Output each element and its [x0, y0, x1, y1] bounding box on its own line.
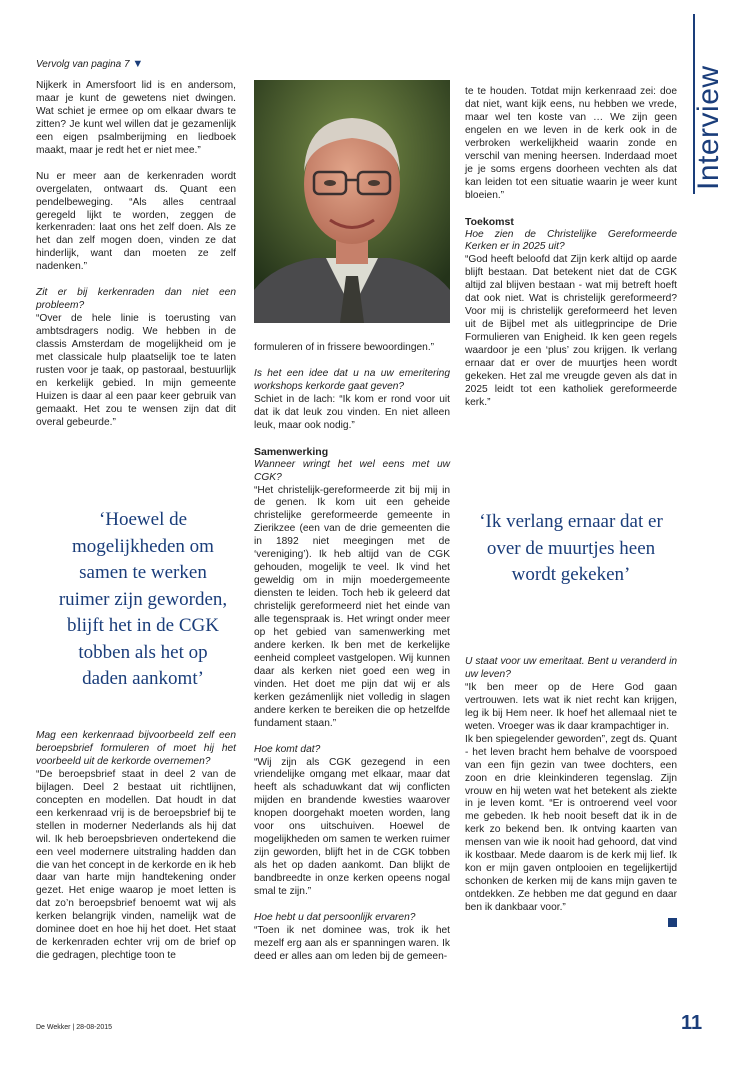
page-number: 11 — [681, 1012, 703, 1034]
end-square-icon — [668, 918, 677, 927]
down-triangle-icon: ▼ — [132, 58, 144, 70]
interview-question: Hoe hebt u dat persoonlijk ervaren? — [254, 911, 416, 923]
column-3-bottom — [465, 656, 677, 932]
paragraph: Nijkerk in Amersfoort lid is en andersom, maar je kunt de gewetens niet dwingen. Wat schiet je ermee op om elkaar dwars te zitten? Je kunt wel willen dat je gezamenlijk een eigen psalmberijming en liedboek maakt, maar je redt het er niet mee.” — [36, 80, 236, 156]
paragraph: Nu er meer aan de kerkenraden wordt overgelaten, ontwaart ds. Quant een pendelbeweging. “Als alles centraal geregeld lijkt te worden, zeggen de kerkenraden: laat ons het zelf doen. Als ze het dan zelf mogen doen, vinden ze dat hinderlijk, want dan moeten ze zelf nadenken.” — [36, 170, 236, 273]
paragraph: formuleren of in frissere bewoordingen.” — [254, 342, 435, 353]
paragraph: “Het christelijk-gereformeerde zit bij mij in de genen. Ik kom uit een geheide christelijke gereformeerde gemeente in Zierikzee (een van de drie gemeenten die in 1892 niet meegingen met de ‘vereniging’). Ik heb altijd van de CGK gehouden, mogelijk te veel. Ik vind het geweldig om in mijn moedergemeente diensten te leiden. Toch heb ik geleerd dat christelijk gereformeerd niet het einde van alle tegenspraak is. Het wringt onder meer op het gebied van samenwerking met andere kerken. Ik ben met de kerkelijke eenheid compleet vastgelopen. Wij kunnen daar als kerken niet goed een weg in vinden. Het doet me pijn dat wij er als kerken gezámenlijk niet volledig in slagen andere kerken te bereiken die op hetzelfde fundament staan.” — [254, 484, 450, 729]
section-heading: Toekomst — [465, 215, 514, 228]
portrait-illustration — [254, 80, 450, 323]
paragraph: Schiet in de lach: “Ik kom er rond voor uit dat ik dat leuk zou vinden. En niet alleen leuk, maar ook nodig.” — [254, 393, 450, 431]
interview-question: Hoe zien de Christelijke Gereformeerde Kerken er in 2025 uit? — [465, 228, 677, 253]
column-2 — [254, 342, 450, 964]
column-1-top — [36, 80, 236, 430]
paragraph: “God heeft beloofd dat Zijn kerk altijd op aarde blijft bestaan. Dat betekent niet dat de CGK altijd zal blijven bestaan - wat mij betreft hoeft dat ook niet. Wat is christelijk gereformeerd? Voor mij is christelijk gereformeerd het leven uit de Bijbel met als uitlegprincipe de Drie Formulieren van Enigheid. Ik ken geen regels waardoor je een ‘plus’ zou krijgen. Ik verlang ernaar dat er over de muurtjes heen wordt gekeken. Het zal me vreugde geven als dat in 2025 leidt tot een katholiek gereformeerde kerk.” — [465, 254, 677, 408]
column-1-bottom — [36, 730, 236, 963]
paragraph: “De beroepsbrief staat in deel 2 van de bijlagen. Deel 2 bestaat uit richtlijnen, concepten en modellen. Dat houdt in dat een kerkenraad vrij is de beroepsbrief bij te stellen in moderner Nederlands als hij dat wil. Ik heb beroepsbrieven ondertekend die een veel modernere uitstraling hadden dan die van het concept in de kerkorde en ik heb daar van harte mijn handtekening onder gezet. Het enige waarop je moet letten is dat zo’n beroepsbrief benoemt wat wij als kerken belangrijk vinden, namelijk wat de dominee doet en hoe hij het doet. Het staat de kerkenraden echter vrij om de brief op die gedragen, plechtige toon te — [36, 768, 236, 962]
continued-from — [36, 58, 143, 70]
interview-question: U staat voor uw emeritaat. Bent u veranderd in uw leven? — [465, 656, 677, 680]
section-label: Interview — [692, 65, 725, 190]
paragraph: “Wij zijn als CGK gezegend in een vriendelijke omgang met elkaar, maar dat heeft als schaduwkant dat wij conflicten mijden en brandende kwesties waarover knopen doorgehakt moeten worden, lang voor ons uitschuiven. Hoewel de mogelijkheden om samen te werken ruimer zijn geworden, blijft het in de CGK tobben als het op daden aankomt. Dan blijkt de bandbreedte in onze kerken opeens nogal smal te zijn.” — [254, 756, 450, 898]
continued-text: Vervolg van pagina 7 — [36, 59, 130, 70]
article-end — [465, 918, 677, 932]
paragraph: “Over de hele linie is toerusting van ambtsdragers nodig. We hebben in de classis Amsterdam de mogelijkheid om je met classicale hulp plaatselijk toe te laten rusten voor je taak, op pastoraal, bestuurlijk en kerkelijk gebied. In mijn gemeente Huizen is daar al een paar keer gebruik van gemaakt. Het zou te wensen zijn dat dit overal gebeurde.” — [36, 313, 236, 428]
paragraph: “Toen ik net dominee was, trok ik het mezelf erg aan als er spanningen waren. Ik deed er alles aan om leden bij de gemeen- — [254, 924, 450, 962]
publication-info: De Wekker | 28-08-2015 — [36, 1024, 113, 1031]
portrait-photo — [254, 80, 450, 323]
paragraph: te te houden. Totdat mijn kerkenraad zei: doe dat niet, want kijk eens, nu hebben we vrede, maar wel ten koste van … We zijn geen engelen en we leven in de kerk ook in de verbroken werkelijkheid waarin zonde en verschil van mening heersen. Inderdaad moet je je soms ergens doorheen vechten als dat kan leiden tot een situatie waarin je weer kunt bloeien.” — [465, 86, 677, 201]
column-3-top — [465, 86, 677, 410]
interview-question: Mag een kerkenraad bijvoorbeeld zelf een beroepsbrief formuleren of moet hij het voorbeeld uit de kerkorde overnemen? — [36, 730, 236, 767]
section-heading: Samenwerking — [254, 445, 329, 458]
interview-question: Zit er bij kerkenraden dan niet een probleem? — [36, 287, 236, 312]
paragraph: “Ik ben meer op de Here God gaan vertrouwen. Iets wat ik niet recht kan krijgen, leg ik bij Hem neer. Ik hoef het allemaal niet te weten. Vroeger was ik daar krampachtiger in. — [465, 681, 677, 732]
pull-quote-left: ‘Hoewel de mogelijkheden om samen te werken ruimer zijn geworden, blijft het in de CGK tobben als het op daden aankomt’ — [58, 509, 228, 689]
interview-question: Wanneer wringt het wel eens met uw CGK? — [254, 458, 450, 483]
interview-question: Hoe komt dat? — [254, 743, 321, 755]
paragraph: Ik ben spiegelender geworden”, zegt ds. Quant - het leven bracht hem behalve de voorspoed van een fijn gezin van twee dochters, een zoon en drie kleinkinderen tegenslag. Zijn vrouw en hij weten wat het betekent als ziekte in je leven komt. “Er is ontroerend veel voor me gebeden. Ik heb nooit beseft dat ik in de kerk zo bekend ben. Ik ontving kaarten van mensen van wie ik nooit had gehoord, dat vind ik kostbaar. Mede daarom is de kerk mij lief. Ik kon er mijn gaven ontplooien en tegelijkertijd schonken de kerken mij de kans mijn gaven te ontdekken. Ze hebben me dat gegund en daar ben ik dankbaar voor.” — [465, 733, 677, 914]
interview-question: Is het een idee dat u na uw emeritering workshops kerkorde gaat geven? — [254, 367, 450, 392]
pull-quote-right: ‘Ik verlang ernaar dat er over de muurtjes heen wordt gekeken’ — [479, 511, 663, 585]
